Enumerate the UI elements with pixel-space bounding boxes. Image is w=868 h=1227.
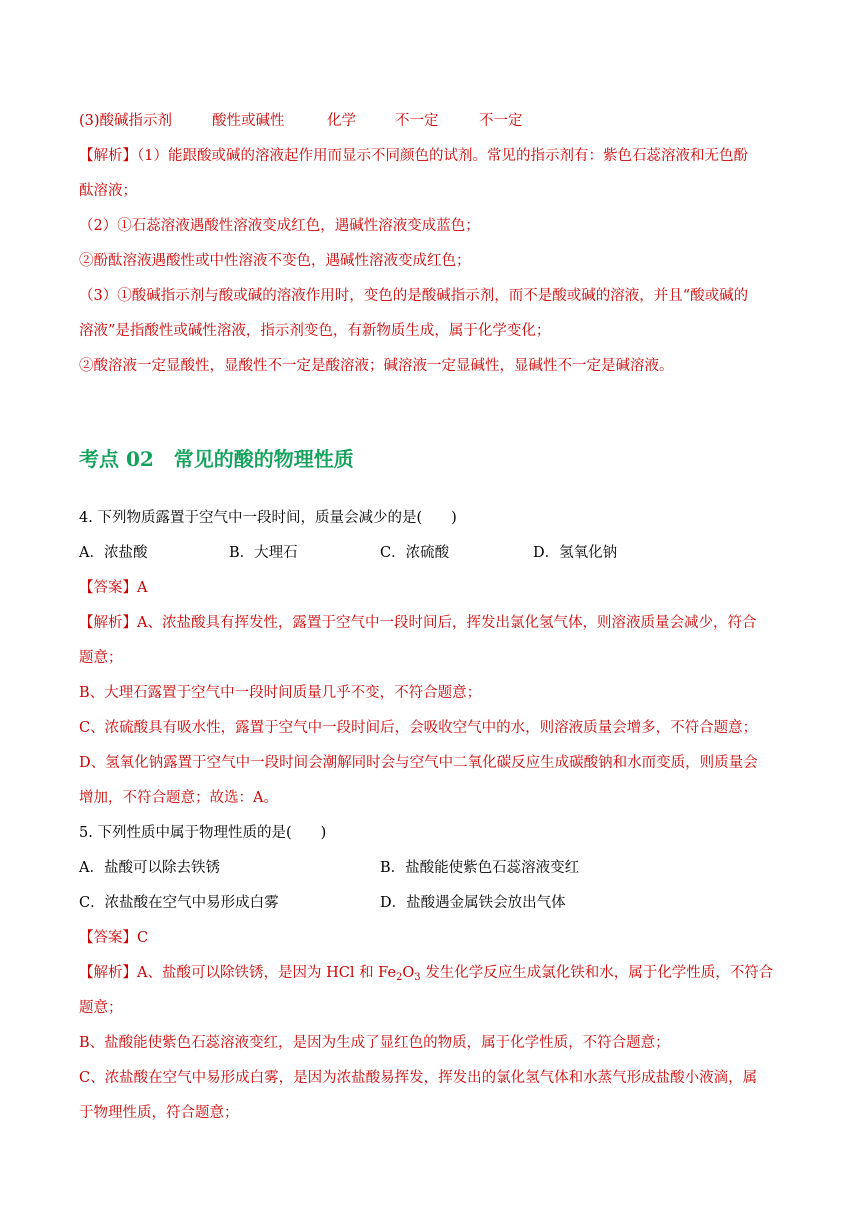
question-5-answer: [79, 928, 791, 948]
analysis-line: 于物理性质，符合题意；: [79, 1105, 239, 1121]
question-4-answer: [79, 578, 791, 598]
question-4-stem: 4. 下列物质露置于空气中一段时间，质量会减少的是( ): [79, 510, 457, 526]
analysis-line: B、盐酸能使紫色石蕊溶液变红，是因为生成了显红色的物质，属于化学性质，不符合题意；: [79, 1035, 670, 1051]
option-d: D．氢氧化钠: [533, 545, 618, 561]
analysis-text-after: 发生化学反应生成氯化铁和水，属于化学性质，不符合: [420, 965, 774, 981]
question-5-stem: 5. 下列性质中属于物理性质的是( ): [79, 825, 327, 841]
analysis-line: 酞溶液；: [79, 183, 137, 199]
answer-tag: 【答案】: [79, 930, 137, 946]
analysis-text-before: A、盐酸可以除铁锈，是因为 HCl 和 Fe: [137, 965, 397, 981]
analysis-line: C、浓硫酸具有吸水性，露置于空气中一段时间后，会吸收空气中的水，则溶液质量会增多，不符合题意；: [79, 720, 758, 736]
analysis-line: 溶液”是指酸性或碱性溶液，指示剂变色，有新物质生成，属于化学变化；: [79, 323, 551, 339]
analysis-text: （1）能跟酸或碱的溶液起作用而显示不同颜色的试剂。常见的指示剂有：紫色石蕊溶液和无色酚: [137, 148, 748, 164]
analysis-line: C、浓盐酸在空气中易形成白雾，是因为浓盐酸易挥发，挥发出的氯化氢气体和水蒸气形成盐酸小液滴，属: [79, 1070, 758, 1086]
analysis-tag: 【解析】: [79, 615, 137, 631]
analysis-line: B、大理石露置于空气中一段时间质量几乎不变，不符合题意；: [79, 685, 482, 701]
analysis-text: A、浓盐酸具有挥发性，露置于空气中一段时间后，挥发出氯化氢气体，则溶液质量会减少，符合: [137, 615, 757, 631]
answer-blank-2: 化学: [327, 113, 356, 129]
subscript: 2: [396, 972, 403, 983]
option-a: A．浓盐酸: [79, 545, 148, 561]
answer-blank-4: 不一定: [479, 113, 523, 129]
answer-tag: 【答案】: [79, 580, 137, 596]
analysis-line: 题意；: [79, 650, 123, 666]
option-c: C．浓硫酸: [380, 545, 450, 561]
answer-blank-3: 不一定: [395, 113, 439, 129]
analysis-text-mid: O: [402, 965, 415, 981]
answer-value: A: [137, 580, 148, 596]
analysis-tag: 【解析】: [79, 965, 137, 981]
analysis-line: 题意；: [79, 1000, 123, 1016]
analysis-line: [79, 613, 791, 633]
section-heading: 考点 02 常见的酸的物理性质: [79, 447, 354, 471]
option-b: B．盐酸能使紫色石蕊溶液变红: [380, 860, 580, 876]
analysis-line: ②酚酞溶液遇酸性或中性溶液不变色，遇碱性溶液变成红色；: [79, 253, 471, 269]
option-c: C．浓盐酸在空气中易形成白雾: [79, 895, 279, 911]
analysis-tag: 【解析】: [79, 148, 137, 164]
option-d: D．盐酸遇金属铁会放出气体: [380, 895, 566, 911]
analysis-line: D、氢氧化钠露置于空气中一段时间会潮解同时会与空气中二氧化碳反应生成碳酸钠和水而变质，则质量会: [79, 755, 758, 771]
analysis-line: [79, 963, 791, 983]
analysis-line: 增加，不符合题意；故选：A。: [79, 790, 278, 806]
option-b: B．大理石: [229, 545, 298, 561]
analysis-line: （2）①石蕊溶液遇酸性溶液变成红色，遇碱性溶液变成蓝色；: [79, 218, 480, 234]
analysis-line: （3）①酸碱指示剂与酸或碱的溶液作用时，变色的是酸碱指示剂，而不是酸或碱的溶液，并且“酸或碱的: [79, 288, 749, 304]
answer-value: C: [137, 930, 149, 946]
answer-label: (3)酸碱指示剂: [79, 113, 173, 129]
answer-blank-1: 酸性或碱性: [212, 113, 285, 129]
analysis-line: ②酸溶液一定显酸性，显酸性不一定是酸溶液；碱溶液一定显碱性，显碱性不一定是碱溶液。: [79, 358, 674, 374]
analysis-line: [79, 146, 791, 166]
option-a: A．盐酸可以除去铁锈: [79, 860, 220, 876]
subscript: 3: [414, 972, 421, 983]
